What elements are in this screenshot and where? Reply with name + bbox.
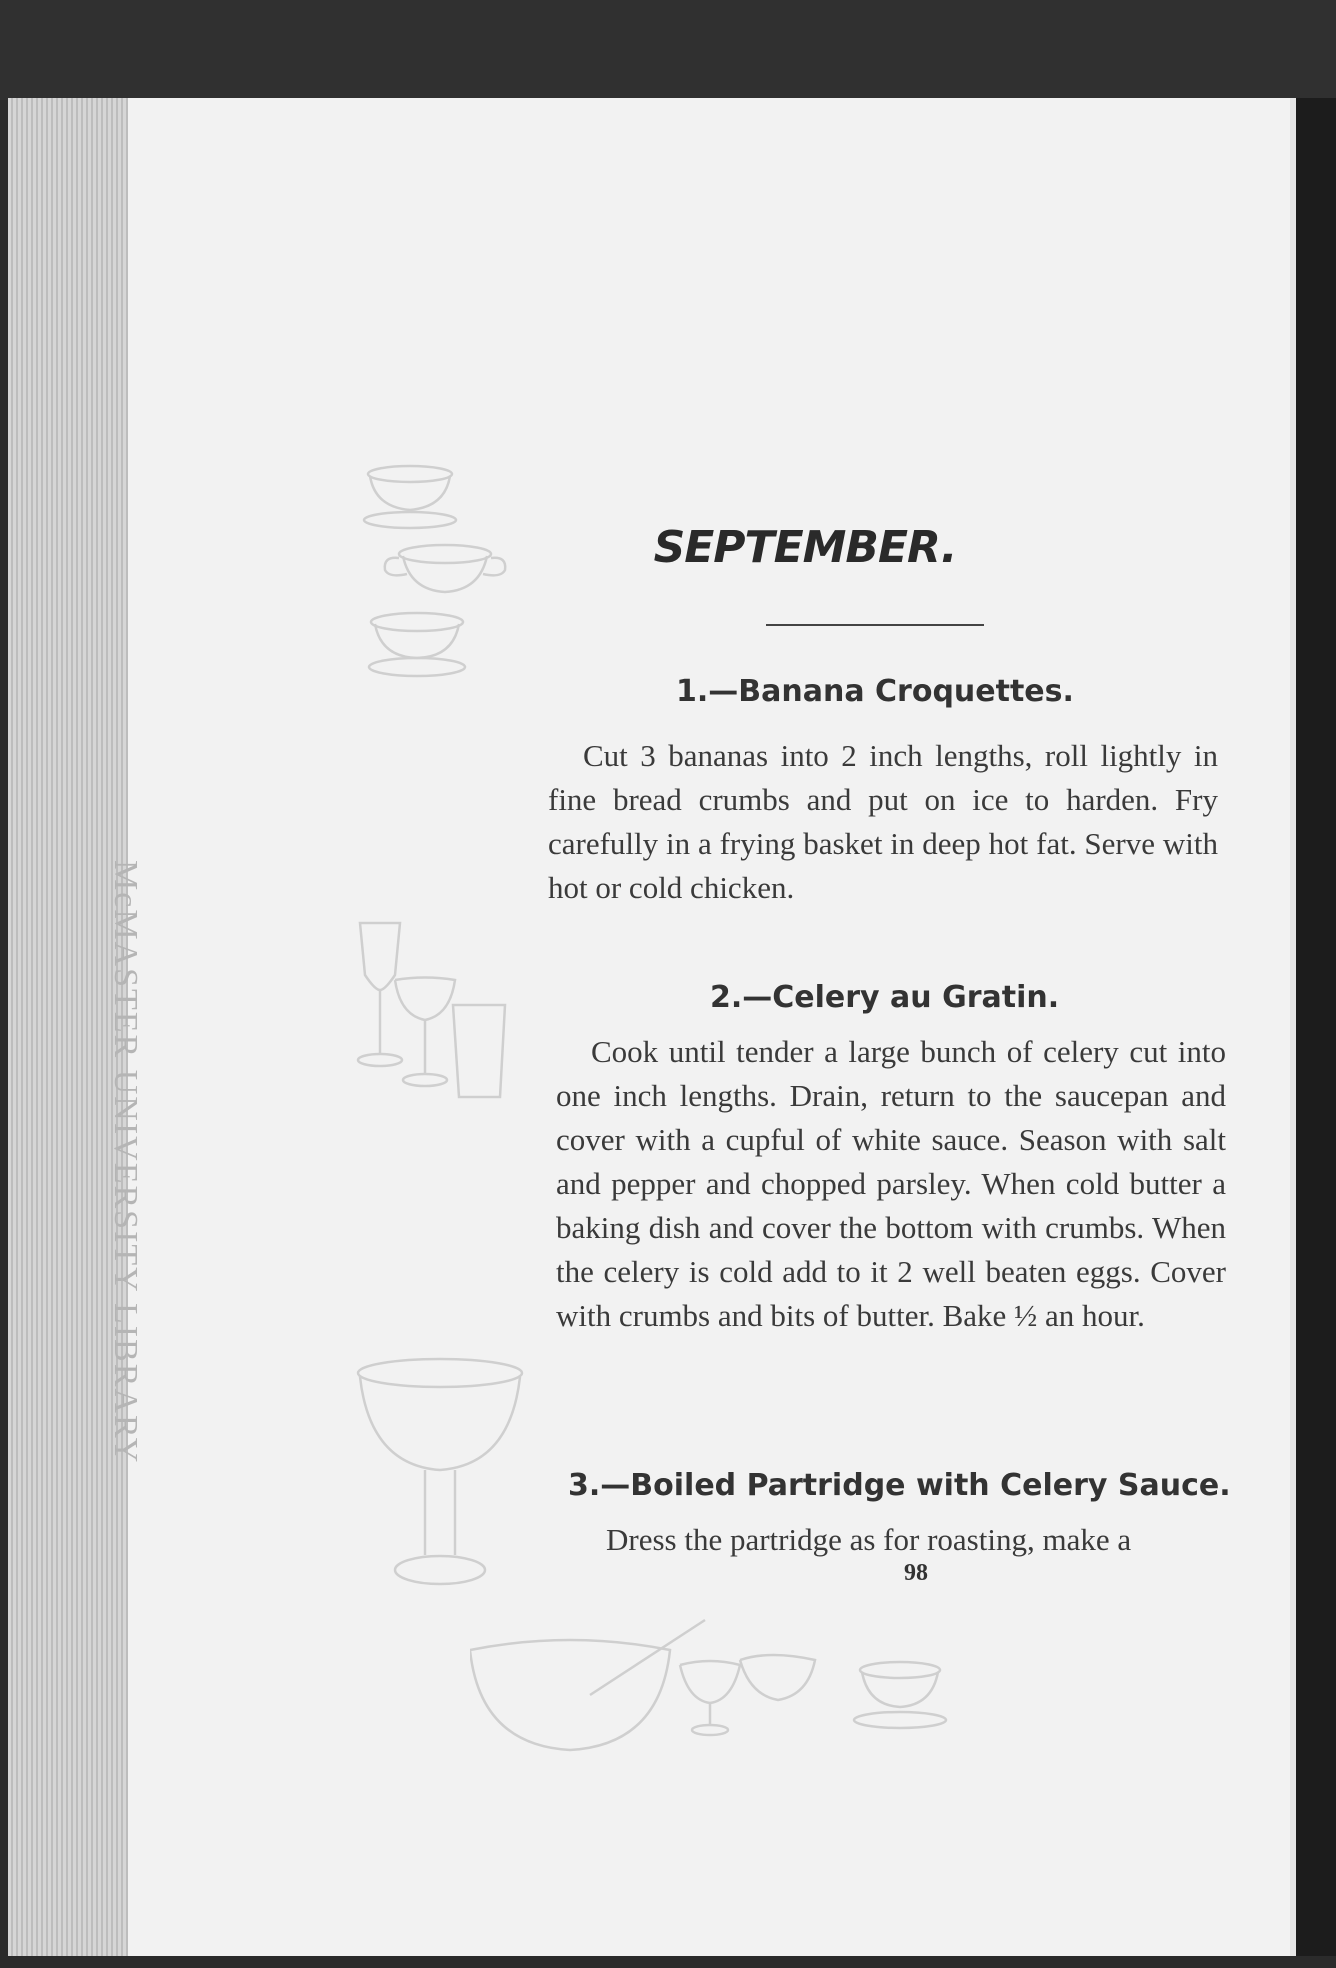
punch-bowl-icon (470, 1615, 970, 1760)
page-number: 98 (904, 1560, 928, 1586)
recipe-heading-3: 3.—Boiled Partridge with Celery Sauce. (568, 1468, 1231, 1503)
recipe-text-1: Cut 3 bananas into 2 inch lengths, roll lightly in fine bread crumbs and put on ice to harden. Fry carefully in a frying basket in deep hot fat. Serve with hot or cold chicken. (548, 738, 1218, 905)
recipe-text-3: Dress the partridge as for roasting, make a (606, 1522, 1132, 1557)
recipe-heading-2: 2.—Celery au Gratin. (710, 980, 1060, 1015)
title-rule (766, 624, 984, 626)
book-spine (1296, 98, 1336, 1956)
sugar-bowl-icon (355, 462, 515, 682)
page-title: SEPTEMBER. (653, 522, 957, 573)
recipe-text-2: Cook until tender a large bunch of celery cut into one inch lengths. Drain, return to the saucepan and cover with a cupful of white sauce. Season with salt and pepper and chopped parsley. When cold butter a baking dish and cover the bottom with crumbs. When the celery is cold add to it 2 well beaten eggs. Cover with crumbs and bits of butter. Bake ½ an hour. (556, 1034, 1226, 1333)
library-edge-stamp: McMASTER UNIVERSITY LIBRARY (107, 860, 144, 1465)
glassware-icon (355, 915, 515, 1105)
recipe-heading-1: 1.—Banana Croquettes. (676, 674, 1074, 709)
goblet-icon (355, 1355, 525, 1590)
scan-background-top (0, 0, 1336, 100)
